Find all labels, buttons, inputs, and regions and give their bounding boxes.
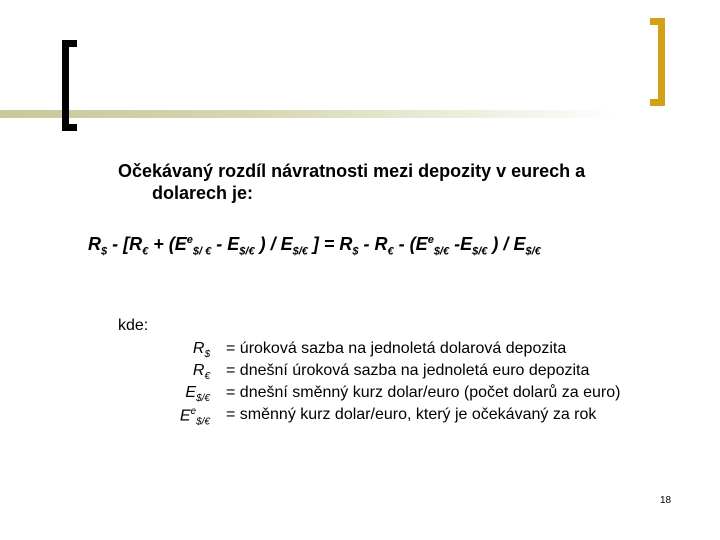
math-token: - <box>393 234 410 254</box>
definition-text: = úroková sazba na jednoletá dolarová depozita <box>226 340 567 357</box>
math-token: - <box>358 234 375 254</box>
math-token: ] <box>307 234 319 254</box>
math-token: e <box>186 234 193 246</box>
math-token: e <box>190 406 197 417</box>
math-token: $/ € <box>192 245 212 258</box>
math-token: R <box>339 234 353 254</box>
math-token: $/€ <box>196 393 210 405</box>
math-token: $/€ <box>525 245 541 258</box>
equation <box>88 234 541 258</box>
math-token: ( <box>409 234 416 254</box>
math-token: $ <box>101 245 108 258</box>
slide-heading <box>118 160 658 204</box>
math-token: - <box>449 234 461 254</box>
math-token: E <box>513 234 526 254</box>
math-token: € <box>387 245 394 258</box>
page-number: 18 <box>660 495 672 506</box>
definition-text: = směnný kurz dolar/euro, který je očekávaný za rok <box>226 406 597 423</box>
math-token: - <box>107 234 124 254</box>
decorative-band <box>0 110 620 118</box>
heading-line-1: Očekávaný rozdíl návratnosti mezi depozity v eurech a <box>118 161 586 181</box>
math-token: + <box>148 234 169 254</box>
math-token: E <box>174 234 187 254</box>
math-token: ( <box>168 234 175 254</box>
math-token: E <box>227 234 240 254</box>
definition-symbol <box>160 362 210 382</box>
math-token: E <box>179 407 191 425</box>
math-token: $/€ <box>472 245 488 258</box>
math-token: R <box>192 340 205 357</box>
math-token: R <box>374 234 388 254</box>
math-token: $/€ <box>292 245 308 258</box>
definition-text: = dnešní úroková sazba na jednoletá euro depozita <box>226 362 590 379</box>
math-token: € <box>204 371 210 383</box>
math-token: / <box>498 234 514 254</box>
heading-line-2: dolarech je: <box>152 183 254 203</box>
definition-symbol <box>160 384 210 404</box>
math-token: ) <box>487 234 499 254</box>
math-token: € <box>142 245 149 258</box>
math-token: R <box>192 362 205 379</box>
math-token: E <box>185 384 197 401</box>
math-token: E <box>415 234 428 254</box>
math-token: $ <box>352 245 359 258</box>
math-token: e <box>427 234 434 246</box>
math-token: R <box>129 234 143 254</box>
math-token: [ <box>123 234 130 254</box>
right-bracket-decoration <box>650 18 665 106</box>
math-token: / <box>265 234 281 254</box>
where-label: kde: <box>118 317 149 334</box>
left-bracket-decoration <box>62 40 76 131</box>
math-token: $/€ <box>433 245 450 258</box>
math-token: $ <box>204 349 210 361</box>
math-token: ) <box>254 234 266 254</box>
math-token: $/€ <box>196 416 210 428</box>
math-token: - <box>211 234 228 254</box>
math-token: $/€ <box>239 245 255 258</box>
math-token: E <box>280 234 293 254</box>
math-token: = <box>318 234 340 254</box>
definition-text: = dnešní směnný kurz dolar/euro (počet dolarů za euro) <box>226 384 621 401</box>
math-token: R <box>88 234 101 254</box>
math-token: E <box>460 234 473 254</box>
definition-symbol <box>160 340 210 360</box>
definition-symbol <box>160 406 210 428</box>
